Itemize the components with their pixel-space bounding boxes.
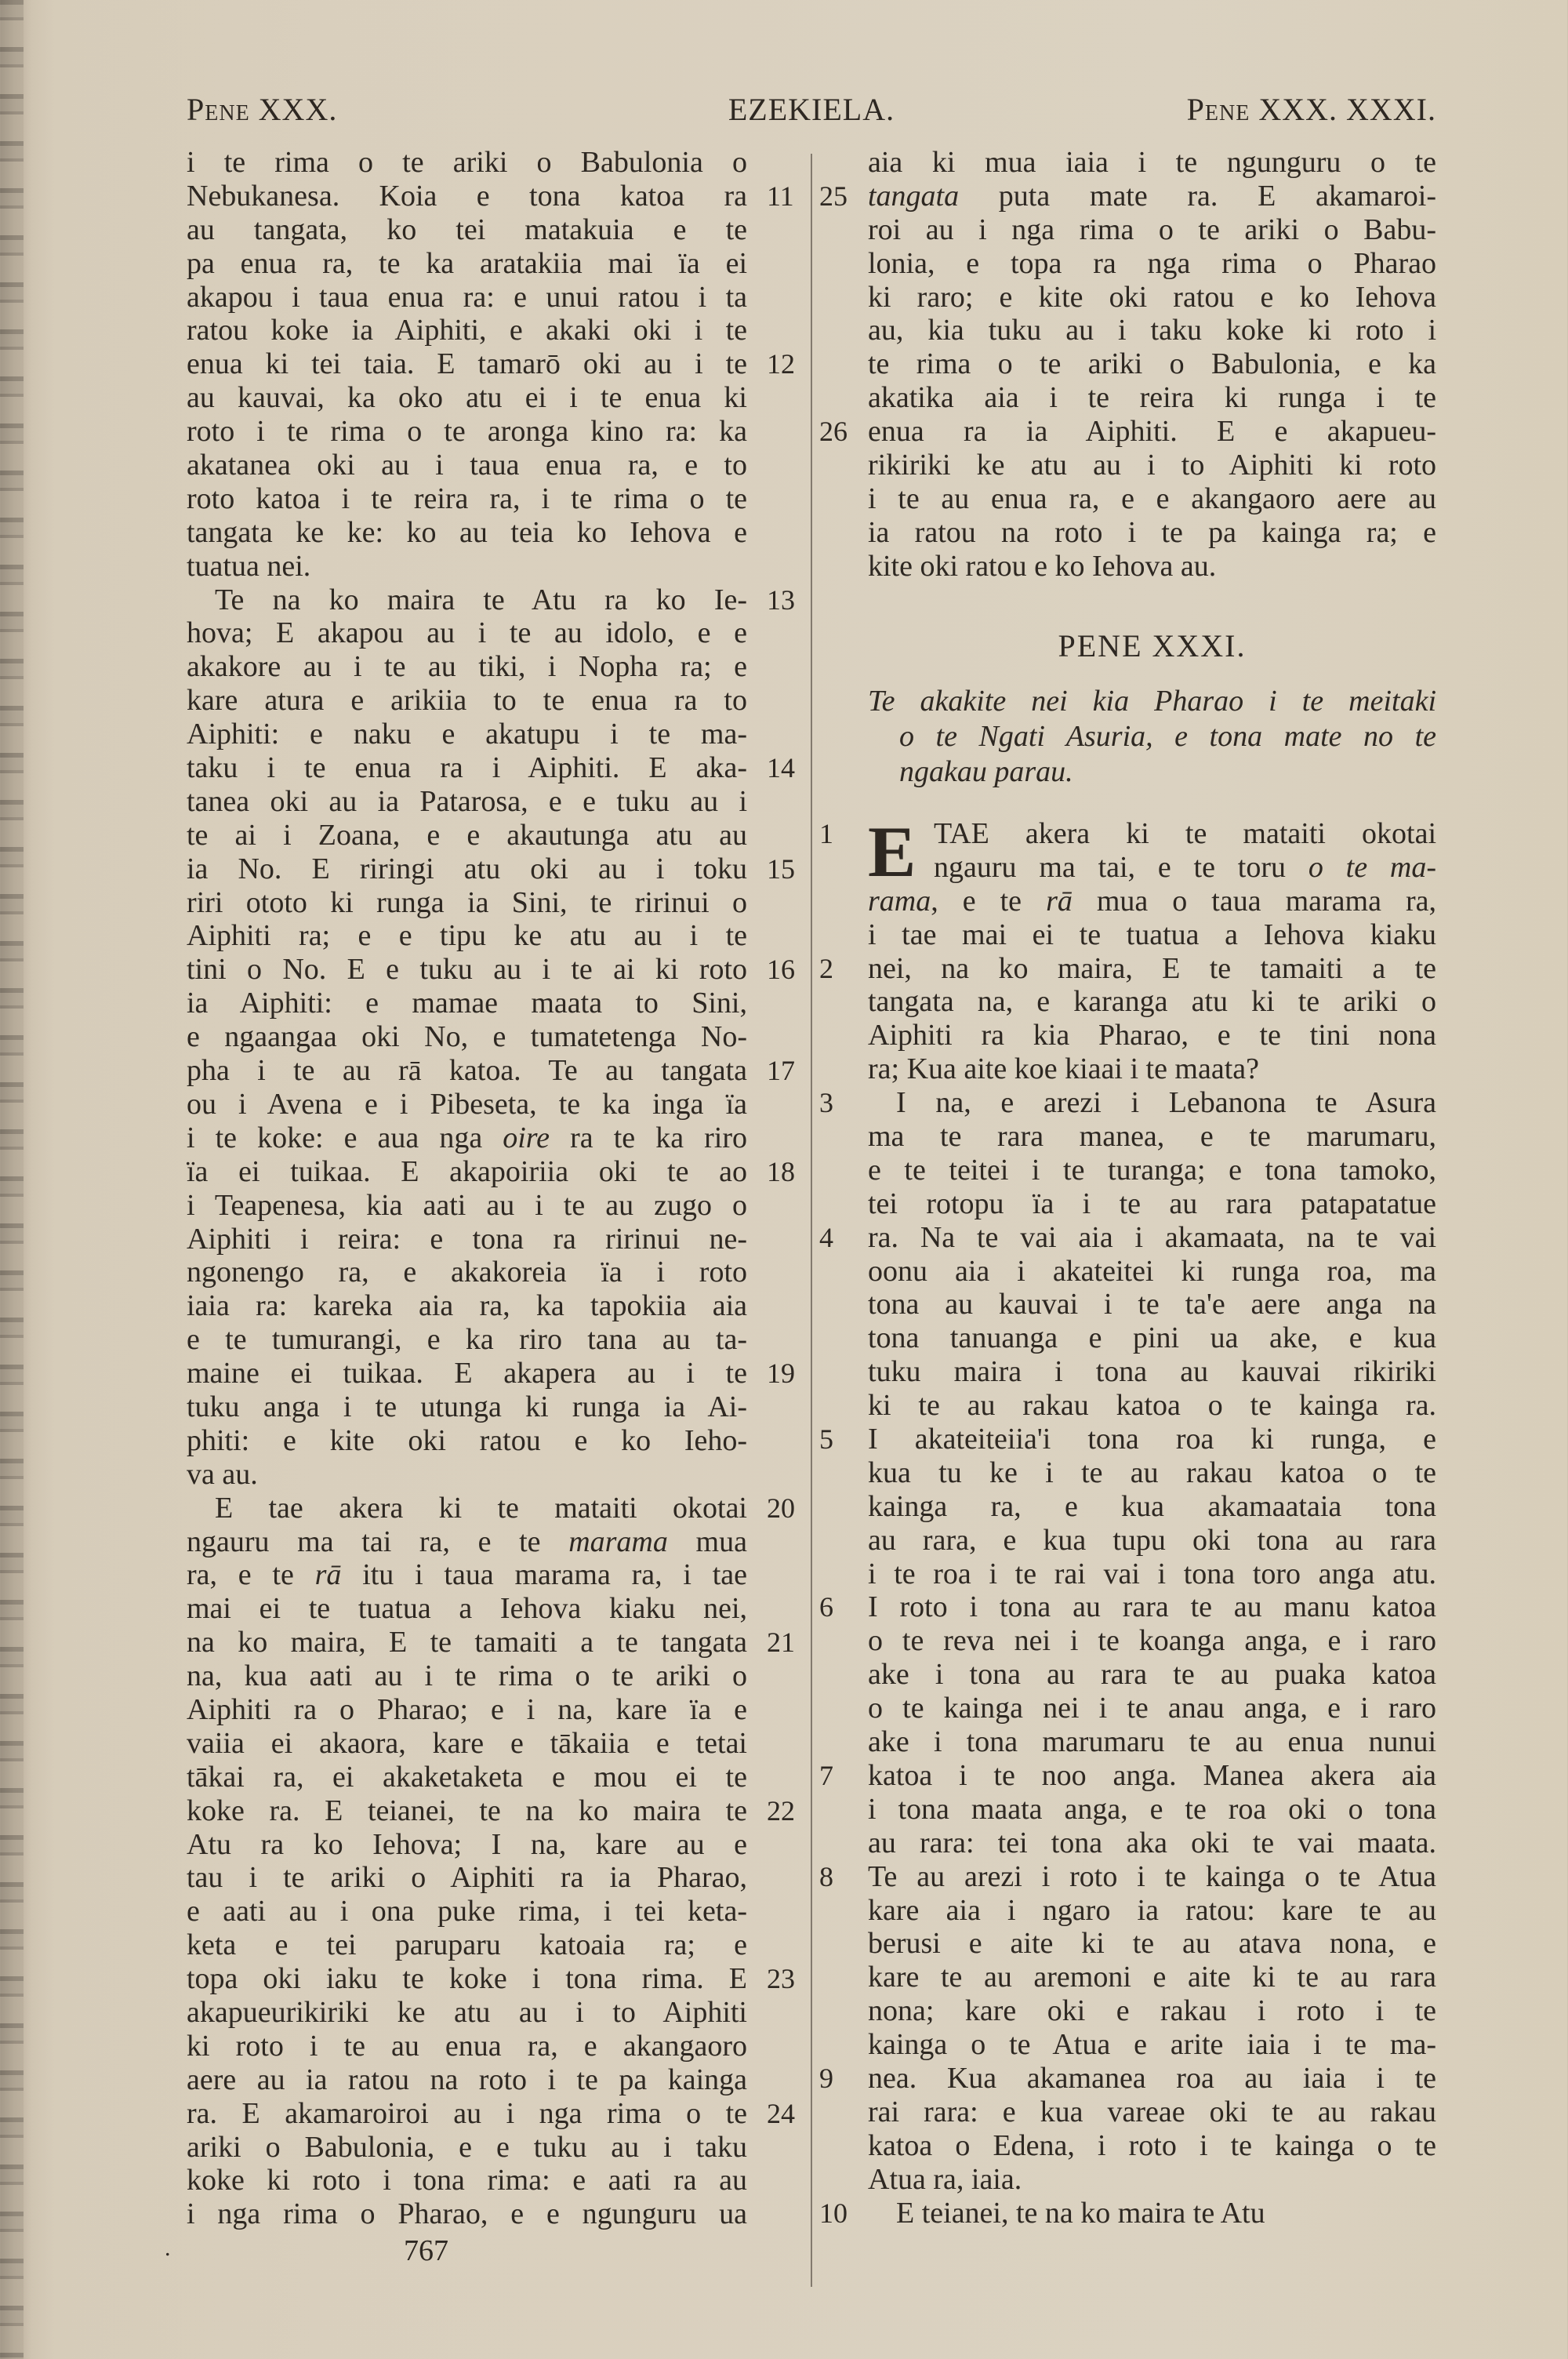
text-line: akapou i taua enua ra: e unui ratou i ta (187, 280, 747, 314)
verse-number: 25 (819, 180, 848, 212)
text-line: e te tumurangi, e ka riro tana au ta- (187, 1323, 747, 1357)
text-line: enua ra ia Aiphiti. E e akapueu- 26 (819, 415, 1436, 449)
text-line: ra. E akamaroiroi au i nga rima o te 24 (187, 2096, 795, 2130)
chapter-heading: PENE XXXI. (1058, 628, 1247, 663)
page-number: 767 (404, 2234, 448, 2267)
text-line: ngauru ma tai ra, e te marama mua (187, 1525, 747, 1558)
text-line: tona tanuanga e pini ua ake, e kua (868, 1321, 1436, 1355)
text-line: pa enua ra, te ka aratakiia mai ïa ei (187, 246, 747, 280)
text-line: i nga rima o Pharao, e e ngunguru ua (187, 2197, 747, 2231)
text-line: maine ei tuikaa. E akapera au i te 19 (187, 1357, 795, 1390)
text-line: kainga o te Atua e arite iaia i te ma- (868, 2028, 1436, 2062)
text-line: I na, e arezi i Lebanona te Asura 3 (819, 1086, 1436, 1120)
text-line: E tae akera ki te mataiti okotai 20 (215, 1491, 795, 1525)
text-line: Aiphiti ra o Pharao; e i na, kare ïa e (187, 1692, 747, 1726)
text-line: au rara: tei tona aka oki te vai maata. (868, 1826, 1436, 1859)
text-line: ki roto i te au enua ra, e akangaoro (187, 2029, 747, 2063)
text-line: ki te au rakau katoa o te kainga ra. (868, 1389, 1436, 1423)
verse-number: 6 (819, 1591, 833, 1623)
text-line: au, kia tuku au i taku koke ki roto i (868, 314, 1436, 347)
text-line: tau i te ariki o Aiphiti ra ia Pharao, (187, 1861, 747, 1895)
text-line: ra; Kua aite koe kiaai i te maata? (868, 1052, 1260, 1086)
text-line: ia No. E riringi atu oki au i toku 15 (187, 852, 795, 885)
text-line: tanea oki au ia Patarosa, e e tuku au i (187, 784, 747, 818)
text-line: tangata na, e karanga atu ki te ariki o (868, 985, 1436, 1019)
text-line: au kauvai, ka oko atu ei i te enua ki (187, 381, 747, 415)
italic-text: o te ma- (1308, 850, 1436, 884)
text-line: akapueurikiriki ke atu au i to Aiphiti (187, 1995, 747, 2029)
summary-line: ngakau parau. (899, 755, 1073, 788)
text-line: ia Aiphiti: e mamae maata to Sini, (187, 987, 747, 1020)
text-line: tini o No. E e tuku au i te ai ki roto 16 (187, 953, 795, 987)
verse-number: 9 (819, 2062, 833, 2094)
text-line: ratou koke ia Aiphiti, e akaki oki i te (187, 314, 747, 347)
text-line: i te koke: e aua nga oire ra te ka riro (187, 1121, 747, 1154)
left-column (187, 146, 795, 2231)
text-line: va au. (187, 1457, 258, 1491)
text-line: Te au arezi i roto i te kainga o te Atua 8 (819, 1859, 1436, 1893)
verse-number: 14 (767, 752, 795, 784)
text-line: vaiia ei akaora, kare e tākaiia e tetai (187, 1726, 747, 1760)
text-line: i tae mai ei te tuatua a Iehova kiaku (868, 918, 1436, 951)
text-line: tangata puta mate ra. E akamaroi- 25 (819, 179, 1436, 213)
text-line: au rara, e kua tupu oki tona au rara (868, 1523, 1436, 1557)
text-line: phiti: e kite oki ratou e ko Ieho- (187, 1423, 747, 1457)
text-line: tākai ra, ei akaketaketa e mou ei te (187, 1760, 747, 1794)
running-head-left: Pene XXX. (187, 92, 338, 127)
text-line: kare atura e arikiia to te enua ra to (187, 684, 747, 718)
verse-number: 7 (819, 1759, 833, 1791)
text-line: i te au enua ra, e e akangaoro aere au (868, 482, 1436, 515)
verse-number: 8 (819, 1860, 833, 1892)
text-line: roi au i nga rima o te ariki o Babu- (868, 213, 1436, 246)
verse-number: 15 (767, 852, 795, 885)
text-line: roto i te rima o te aronga kino ra: ka (187, 415, 747, 449)
book-page-edge (0, 0, 24, 2359)
text-line: aia ki mua iaia i te ngunguru o te (868, 146, 1436, 179)
text-line: o te kainga nei i te anau anga, e i raro (868, 1692, 1436, 1725)
text-line: Aiphiti ra; e e tipu ke atu au i te (187, 919, 747, 953)
text-line: tangata ke ke: ko au teia ko Iehova e (187, 515, 747, 549)
right-column-chapter-text (819, 812, 1437, 2230)
drop-cap: E (868, 812, 916, 892)
text-line: riri ototo ki runga ia Sini, te ririnui o (187, 885, 747, 919)
text-line: hova; E akapou au i te au idolo, e e (187, 616, 747, 650)
text-line: taku i te enua ra i Aiphiti. E aka- 14 (187, 751, 795, 785)
verse-number: 13 (767, 583, 795, 616)
chapter-summary (868, 684, 1436, 790)
text-line: lonia, e topa ra nga rima o Pharao (868, 246, 1436, 280)
text-line: pha i te au rā katoa. Te au tangata 17 (187, 1054, 795, 1088)
verse-number: 22 (767, 1794, 795, 1826)
verse-number: 19 (767, 1358, 795, 1390)
verse-number: 21 (767, 1627, 795, 1659)
text-line: ngonengo ra, e akakoreia ïa i roto (187, 1256, 747, 1289)
text-line: na ko maira, E te tamaiti a te tangata 21 (187, 1626, 795, 1659)
italic-text: rā (1046, 884, 1073, 918)
verse-number: 4 (819, 1221, 833, 1253)
running-head-right: Pene XXX. XXXI. (1186, 92, 1436, 127)
text-line: kainga ra, e kua akamaataia tona (868, 1489, 1436, 1523)
text-line: roto katoa i te reira ra, i te rima o te (187, 482, 747, 515)
text-line: Atu ra ko Iehova; I na, kare au e (187, 1827, 747, 1861)
text-line: iaia ra: kareka aia ra, ka tapokiia aia (187, 1289, 747, 1323)
text-line: ki raro; e kite oki ratou e ko Iehova (868, 280, 1436, 314)
text-line: Nebukanesa. Koia e tona katoa ra 11 (187, 179, 794, 213)
text-line: aere au ia ratou na roto i te pa kainga (187, 2063, 747, 2096)
text-line: akatanea oki au i taua enua ra, e to (187, 449, 747, 482)
italic-text: oire (503, 1121, 550, 1154)
text-line: oonu aia i akateitei ki runga roa, ma (868, 1254, 1436, 1288)
text-line: ake i tona au rara te au puaka katoa (868, 1658, 1436, 1692)
text-line: te ai i Zoana, e e akautunga atu au (187, 818, 747, 852)
text-line: ma te rara manea, e te marumaru, (868, 1120, 1436, 1154)
verse-number: 2 (819, 952, 833, 984)
italic-text: marama (568, 1525, 668, 1558)
text-line: tona au kauvai i te ta'e aere anga na (868, 1288, 1436, 1321)
text-line: rama, e te rā mua o taua marama ra, (868, 884, 1437, 918)
text-line: koke ra. E teianei, te na ko maira te 22 (187, 1794, 795, 1827)
text-line: ia ratou na roto i te pa kainga ra; e (868, 515, 1436, 549)
text-line: topa oki iaku te koke i tona rima. E 23 (187, 1962, 795, 1996)
text-line: e aati au i ona puke rima, i tei keta- (187, 1895, 747, 1928)
text-line: kite oki ratou e ko Iehova au. (868, 549, 1217, 583)
text-line: kua tu ke i te au rakau katoa o te (868, 1456, 1436, 1489)
text-line: mai ei te tuatua a Iehova kiaku nei, (187, 1592, 747, 1626)
verse-number: 3 (819, 1087, 833, 1119)
verse-number: 11 (767, 180, 794, 212)
summary-line: Te akakite nei kia Pharao i te meitaki (868, 685, 1436, 718)
text-line: au tangata, ko tei matakuia e te (187, 213, 747, 246)
text-line: Atua ra, iaia. (868, 2162, 1022, 2196)
right-column-top (819, 146, 1436, 583)
text-line: kare te au aremoni e aite ki te au rara (868, 1961, 1436, 1994)
text-line: akakore au i te au tiki, i Nopha ra; e (187, 650, 747, 684)
text-line: Aiphiti ra kia Pharao, e te tini nona (868, 1019, 1436, 1052)
text-line: katoa o Edena, i roto i te kainga o te (868, 2128, 1436, 2162)
verse-number: 26 (819, 416, 848, 448)
text-line: rai rara: e kua vareae oki te au rakau (868, 2095, 1436, 2128)
column-divider (811, 154, 812, 2287)
text-line: keta e tei paruparu katoaia ra; e (187, 1928, 747, 1962)
verse-number: 1 (819, 818, 833, 849)
summary-line: o te Ngati Asuria, e tona mate no te (899, 720, 1436, 753)
text-line: o te reva nei i te koanga anga, e i raro (868, 1624, 1436, 1658)
text-line: ïa ei tuikaa. E akapoiriia oki te ao 18 (187, 1154, 795, 1188)
italic-text: tangata (868, 179, 960, 213)
verse-number: 24 (767, 2097, 795, 2129)
text-line: ake i tona marumaru te au enua nunui (868, 1725, 1436, 1759)
text-line: na, kua aati au i te rima o te ariki o (187, 1659, 747, 1693)
text-line: i tona maata anga, e te roa oki o tona (868, 1792, 1436, 1826)
text-line: nei, na ko maira, E te tamaiti a te 2 (819, 951, 1436, 985)
text-line: berusi e aite ki te au atava nona, e (868, 1927, 1436, 1961)
text-line: i te roa i te rai vai i tona toro anga atu. (868, 1557, 1436, 1590)
text-line: I akateiteiia'i tona roa ki runga, e 5 (819, 1423, 1436, 1456)
italic-text: rama (868, 884, 931, 918)
text-line: kare aia i ngaro ia ratou: kare te au (868, 1893, 1436, 1927)
verse-number: 23 (767, 1963, 795, 1995)
text-line: e te teitei i te turanga; e tona tamoko, (868, 1153, 1436, 1187)
print-mark: . (165, 2235, 171, 2261)
text-line: nea. Kua akamanea roa au iaia i te 9 (819, 2061, 1436, 2095)
verse-number: 12 (767, 348, 795, 380)
text-line: enua ki tei taia. E tamarō oki au i te 12 (187, 347, 795, 381)
text-line: te rima o te ariki o Babulonia, e ka (868, 347, 1436, 381)
text-line: ra, e te rā itu i taua marama ra, i tae (187, 1558, 748, 1592)
text-line: Te na ko maira te Atu ra ko Ie- 13 (215, 583, 795, 616)
verse-number: 16 (767, 954, 795, 986)
text-line: koke ki roto i tona rima: e aati ra au (187, 2164, 747, 2197)
text-line: rikiriki ke atu au i to Aiphiti ki roto (868, 449, 1436, 482)
verse-number: 18 (767, 1155, 795, 1187)
text-line: TAE akera ki te mataiti okotai 1 (819, 817, 1436, 850)
text-line: nona; kare oki e rakau i roto i te (868, 1994, 1436, 2028)
text-line: E teianei, te na ko maira te Atu 10 (819, 2196, 1265, 2230)
text-line: tei rotopu ïa i te au rara patapatatue (868, 1187, 1436, 1220)
text-line: ariki o Babulonia, e e tuku au i taku (187, 2130, 747, 2164)
text-line: tuatua nei. (187, 549, 311, 583)
verse-number: 20 (767, 1492, 795, 1524)
text-line: ngauru ma tai, e te toru o te ma- (934, 850, 1436, 884)
verse-number: 5 (819, 1423, 833, 1456)
italic-text: rā (314, 1558, 342, 1592)
text-line: e ngaangaa oki No, e tumatetenga No- (187, 1020, 747, 1054)
text-line: i Teapenesa, kia aati au i te au zugo o (187, 1188, 747, 1222)
text-line: Aiphiti i reira: e tona ra ririnui ne- (187, 1222, 747, 1256)
text-line: tuku anga i te utunga ki runga ia Ai- (187, 1390, 747, 1423)
text-line: akatika aia i te reira ki runga i te (868, 381, 1436, 415)
text-line: tuku maira i tona au kauvai rikiriki (868, 1355, 1436, 1389)
text-line: katoa i te noo anga. Manea akera aia 7 (819, 1758, 1436, 1792)
text-line: Aiphiti: e naku e akatupu i te ma- (187, 718, 747, 751)
text-line: i te rima o te ariki o Babulonia o (187, 146, 747, 179)
text-line: ra. Na te vai aia i akamaata, na te vai 4 (819, 1220, 1436, 1254)
verse-number: 10 (819, 2197, 848, 2229)
running-head-title: EZEKIELA. (728, 92, 895, 127)
text-line: I roto i tona au rara te au manu katoa 6 (819, 1590, 1436, 1624)
text-line: ou i Avena e i Pibeseta, te ka inga ïa (187, 1087, 747, 1121)
verse-number: 17 (767, 1055, 795, 1087)
